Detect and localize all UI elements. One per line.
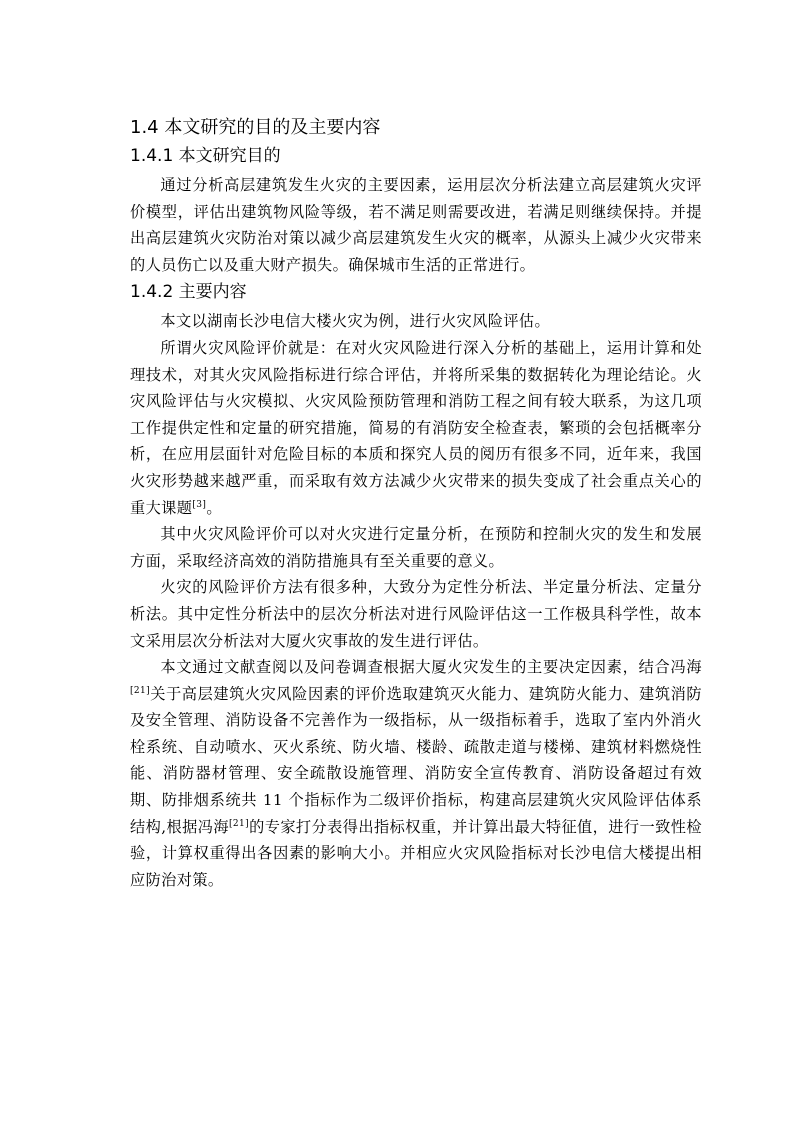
- section-heading-1-4-1: 1.4.1 本文研究目的: [130, 146, 281, 166]
- section-heading-1-4: 1.4 本文研究的目的及主要内容: [130, 117, 381, 138]
- paragraph-text-a: 本文通过文献查阅以及问卷调查根据大厦火灾发生的主要决定因素，结合冯海: [160, 658, 702, 677]
- paragraph-text: 所谓火灾风险评价就是：在对火灾风险进行深入分析的基础上，运用计算和处理技术，对其火灾风险指标进行综合评估，并将所采集的数据转化为理论结论。火灾风险评估与火灾模拟、火灾风险预防管理和消防工程之间有较大联系，为这几项工作提供定性和定量的研究措施，简易的有消防安全检查表，繁琐的会包括概率分析，在应用层面针对危险目标的本质和探究人员的阅历有很多不同，近年来，我国火灾形势越来越严重，而采取有效方法减少火灾带来的损失变成了社会重点关心的重大课题: [130, 338, 702, 517]
- paragraph-quantitative-analysis: 其中火灾风险评价可以对火灾进行定量分析，在预防和控制火灾的发生和发展方面，采取经济高效的消防措施具有至关重要的意义。: [130, 525, 702, 570]
- citation-21-first: [21]: [130, 685, 151, 696]
- citation-21-second: [21]: [228, 818, 250, 829]
- paragraph-research-purpose: 通过分析高层建筑发生火灾的主要因素，运用层次分析法建立高层建筑火灾评价模型，评估出建筑物风险等级，若不满足则需要改进，若满足则继续保持。并提出高层建筑火灾防治对策以减少高层建筑发生火灾的概率，从源头上减少火灾带来的人员伤亡以及重大财产损失。确保城市生活的正常进行。: [130, 176, 702, 274]
- paragraph-text-b: 关于高层建筑火灾风险因素的评价选取建筑灭火能力、建筑防火能力、建筑消防及安全管理、消防设备不完善作为一级指标，从一级指标着手，选取了室内外消火栓系统、自动喷水、灭火系统、防火墙、楼龄、疏散走道与楼梯、建筑材料燃烧性能、消防器材管理、安全疏散设施管理、消防安全宣传教育、消防设备超过有效期、防排烟系统共 11 个指标作为二级评价指标，构建高层建筑火灾风险评估体系结构,根据冯海: [130, 684, 702, 836]
- paragraph-indicator-system: [130, 654, 702, 893]
- section-heading-1-4-2: 1.4.2 主要内容: [130, 282, 247, 303]
- document-body: [130, 114, 702, 893]
- paragraph-evaluation-methods: 火灾的风险评价方法有很多种，大致分为定性分析法、半定量分析法、定量分析法。其中定性分析法中的层次分析法对进行风险评估这一工作极具科学性，故本文采用层次分析法对大厦火灾事故的发生进行评估。: [130, 578, 702, 650]
- paragraph-case-intro: 本文以湖南长沙电信大楼火灾为例，进行火灾风险评估。: [160, 312, 551, 331]
- paragraph-text-c: 的专家打分表得出指标权重，并计算出最大特征值，进行一致性检验，计算权重得出各因素的影响大小。并相应火灾风险指标对长沙电信大楼提出相应防治对策。: [130, 817, 702, 889]
- citation-3: [3]: [192, 499, 207, 510]
- paragraph-end: 。: [206, 498, 222, 517]
- paragraph-risk-evaluation-definition: [130, 335, 702, 521]
